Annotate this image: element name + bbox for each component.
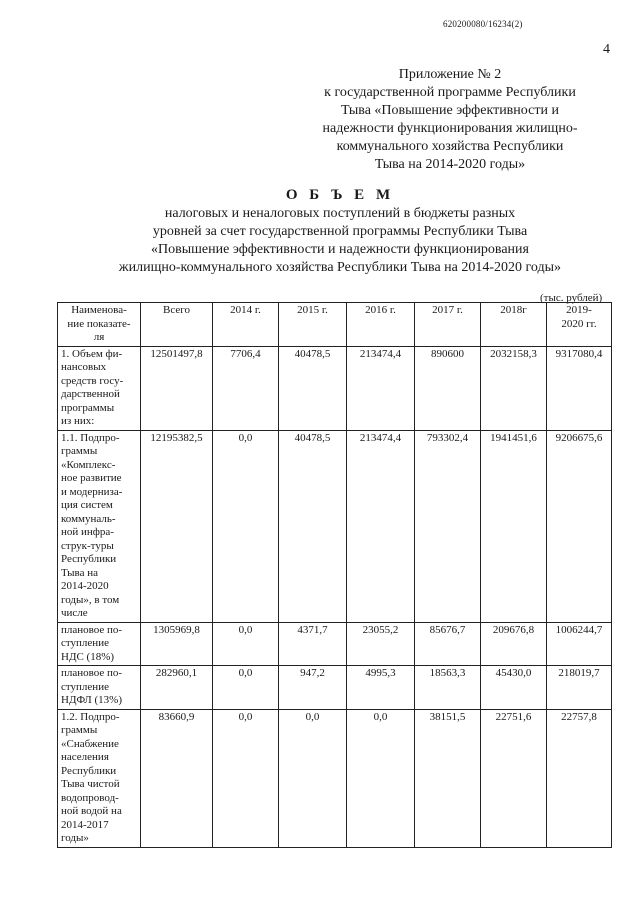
appendix-line: коммунального хозяйства Республики: [336, 139, 564, 154]
cell-2016: 4995,3: [347, 666, 415, 710]
appendix-line: Приложение № 2: [398, 67, 502, 82]
document-code: 620200080/16234(2): [443, 19, 523, 29]
cell-2017: 85676,7: [415, 622, 481, 666]
cell-2015: 40478,5: [279, 430, 347, 622]
appendix-block: [300, 66, 600, 174]
cell-2019-2020: 9317080,4: [547, 346, 612, 430]
header-2014: 2014 г.: [213, 303, 279, 347]
appendix-line: к государственной программе Республики: [324, 85, 576, 100]
header-2016: 2016 г.: [347, 303, 415, 347]
cell-2014: 0,0: [213, 622, 279, 666]
appendix-line: Тыва на 2014-2020 годы»: [374, 157, 526, 172]
table-row: [58, 622, 612, 666]
cell-2016: 23055,2: [347, 622, 415, 666]
table-row: [58, 666, 612, 710]
table-row: [58, 346, 612, 430]
table-row: [58, 709, 612, 847]
row-name: 1.2. Подпро- граммы «Снабжение населения Республики Тыва чистой водопровод- ной водой на 2014-2017 годы»: [58, 709, 141, 847]
cell-2014: 7706,4: [213, 346, 279, 430]
cell-total: 12501497,8: [141, 346, 213, 430]
cell-2016: 0,0: [347, 709, 415, 847]
cell-2018: 22751,6: [481, 709, 547, 847]
title-line: уровней за счет государственной программы Республики Тыва: [152, 224, 528, 239]
title-line: жилищно-коммунального хозяйства Республики Тыва на 2014-2020 годы»: [118, 260, 562, 275]
cell-2015: 0,0: [279, 709, 347, 847]
row-name: плановое по- ступление НДФЛ (13%): [58, 666, 141, 710]
row-name: 1. Объем фи- нансовых средств госу- дарственной программы из них:: [58, 346, 141, 430]
title-heading: О Б Ъ Е М: [285, 187, 395, 203]
cell-2015: 4371,7: [279, 622, 347, 666]
cell-2017: 38151,5: [415, 709, 481, 847]
cell-2015: 40478,5: [279, 346, 347, 430]
cell-2018: 1941451,6: [481, 430, 547, 622]
table-header-row: [58, 303, 612, 347]
units-label: (тыс. рублей): [540, 292, 603, 304]
cell-2018: 2032158,3: [481, 346, 547, 430]
cell-2019-2020: 1006244,7: [547, 622, 612, 666]
cell-total: 83660,9: [141, 709, 213, 847]
cell-2019-2020: 22757,8: [547, 709, 612, 847]
cell-total: 12195382,5: [141, 430, 213, 622]
cell-2017: 793302,4: [415, 430, 481, 622]
appendix-line: надежности функционирования жилищно-: [322, 121, 578, 136]
document-title: [40, 186, 640, 277]
cell-2015: 947,2: [279, 666, 347, 710]
table-row: [58, 430, 612, 622]
cell-2016: 213474,4: [347, 346, 415, 430]
title-line: «Повышение эффективности и надежности функционирования: [151, 242, 529, 257]
cell-2016: 213474,4: [347, 430, 415, 622]
budget-table: [57, 302, 612, 848]
cell-2014: 0,0: [213, 709, 279, 847]
header-total: Всего: [141, 303, 213, 347]
cell-2014: 0,0: [213, 666, 279, 710]
cell-2017: 18563,3: [415, 666, 481, 710]
header-2018: 2018г: [481, 303, 547, 347]
header-name: Наименова- ние показате- ля: [58, 303, 141, 347]
cell-2018: 209676,8: [481, 622, 547, 666]
cell-total: 282960,1: [141, 666, 213, 710]
title-line: налоговых и неналоговых поступлений в бюджеты разных: [164, 206, 516, 221]
header-2015: 2015 г.: [279, 303, 347, 347]
header-2019-2020: 2019- 2020 гг.: [547, 303, 612, 347]
cell-2017: 890600: [415, 346, 481, 430]
cell-total: 1305969,8: [141, 622, 213, 666]
appendix-line: Тыва «Повышение эффективности и: [341, 103, 559, 118]
cell-2018: 45430,0: [481, 666, 547, 710]
header-2017: 2017 г.: [415, 303, 481, 347]
row-name: 1.1. Подпро- граммы «Комплекс- ное развитие и модерниза- ция систем коммуналь- ной инфра- струк-туры Республики Тыва на 2014-2020 годы», в том числе: [58, 430, 141, 622]
row-name: плановое по- ступление НДС (18%): [58, 622, 141, 666]
cell-2019-2020: 9206675,6: [547, 430, 612, 622]
cell-2014: 0,0: [213, 430, 279, 622]
cell-2019-2020: 218019,7: [547, 666, 612, 710]
page-number: 4: [603, 42, 610, 57]
